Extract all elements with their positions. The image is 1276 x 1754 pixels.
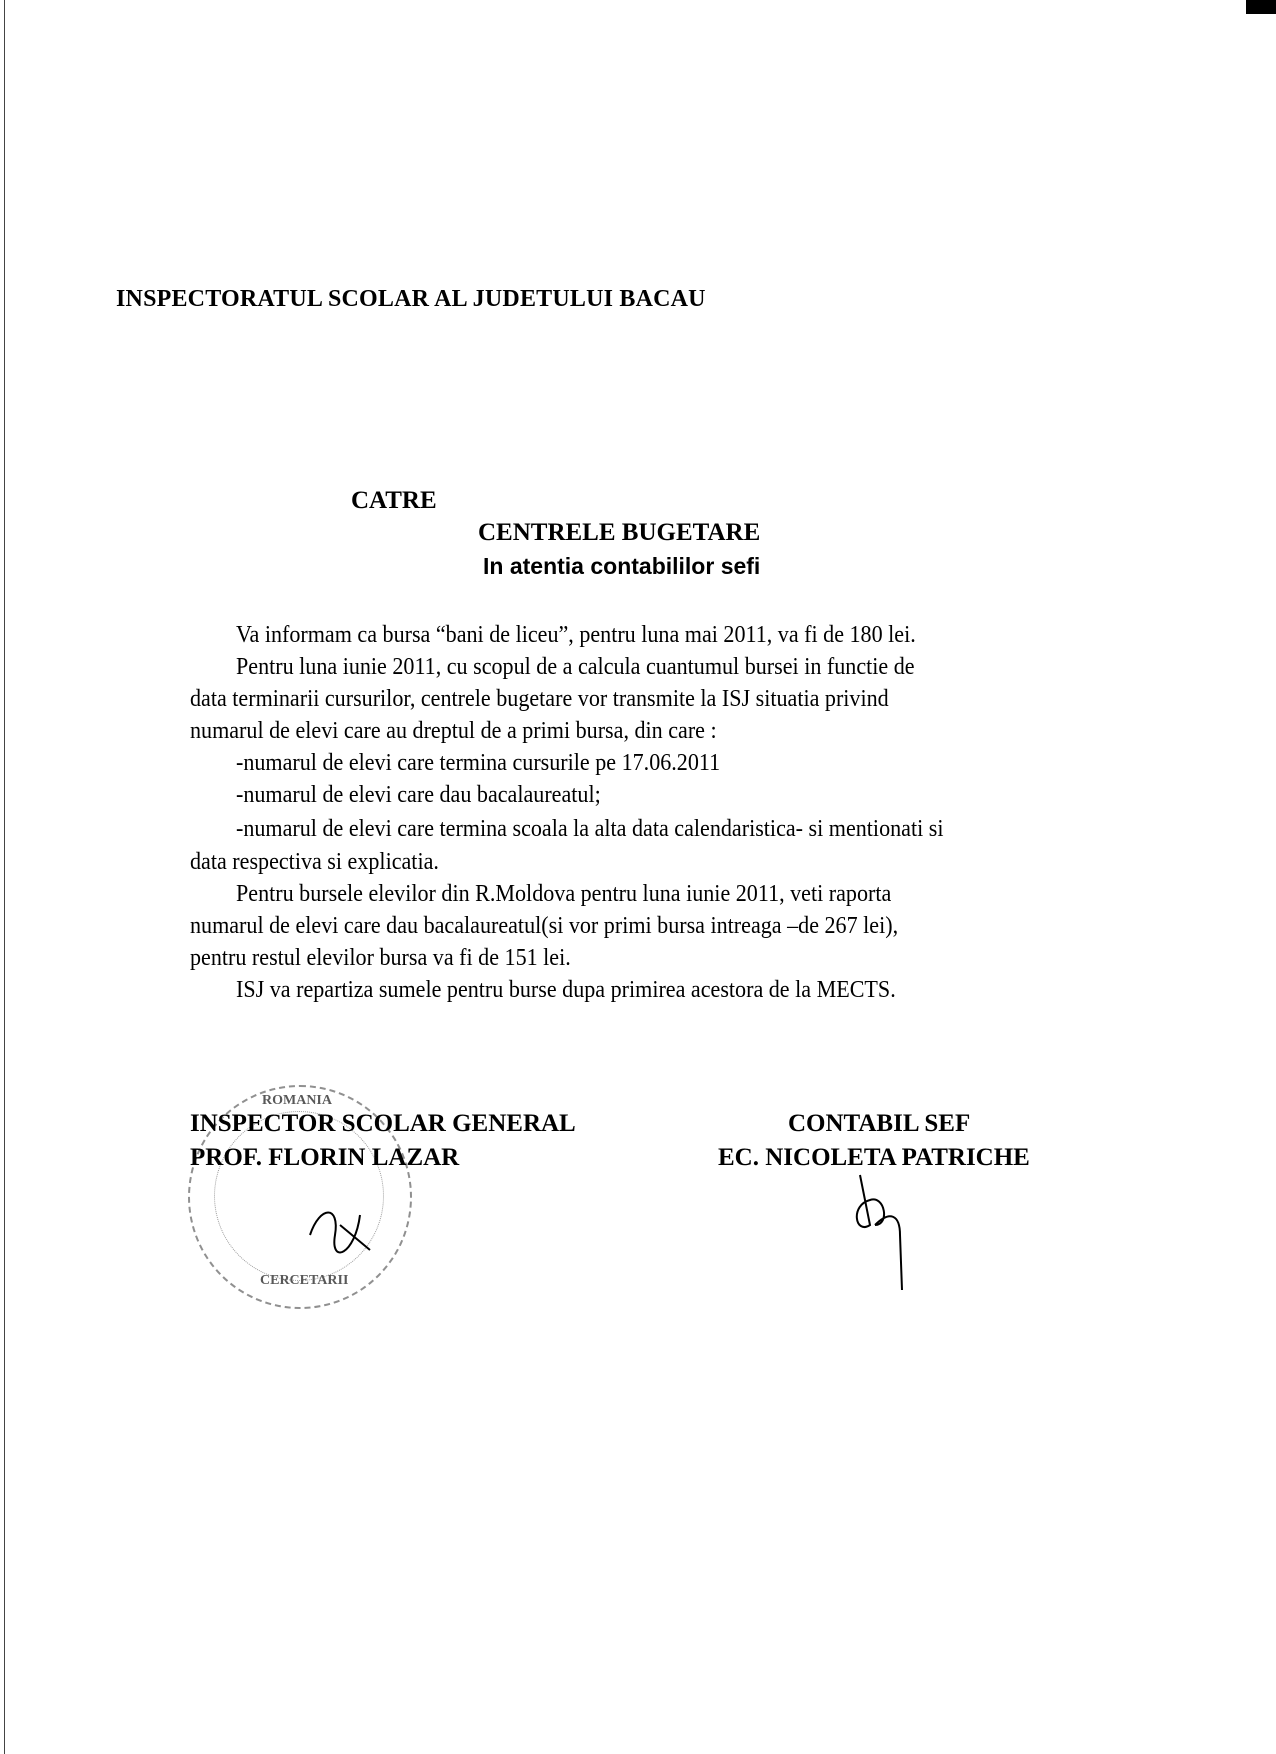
body-line: -numarul de elevi care termina cursurile pe 17.06.2011 (236, 750, 721, 776)
body-line: Pentru bursele elevilor din R.Moldova pentru luna iunie 2011, veti raporta (236, 881, 892, 907)
addressee-to: CATRE (351, 487, 437, 514)
left-handwritten-signature (300, 1195, 380, 1265)
scan-artifact (1246, 0, 1276, 14)
stamp-bottom-text: CERCETARII (260, 1273, 349, 1288)
body-line: data respectiva si explicatia. (190, 849, 439, 875)
left-signature-title: INSPECTOR SCOLAR GENERAL (190, 1110, 576, 1137)
body-line: numarul de elevi care dau bacalaureatul(si vor primi bursa intreaga –de 267 lei), (190, 913, 899, 939)
institution-header: INSPECTORATUL SCOLAR AL JUDETULUI BACAU (116, 286, 706, 312)
body-line: Pentru luna iunie 2011, cu scopul de a calcula cuantumul bursei in functie de (236, 654, 915, 680)
body-line: data terminarii cursurilor, centrele bugetare vor transmite la ISJ situatia privind (190, 686, 889, 712)
left-signature-name: PROF. FLORIN LAZAR (190, 1144, 460, 1171)
body-line: ISJ va repartiza sumele pentru burse dupa primirea acestora de la MECTS. (236, 977, 896, 1003)
body-line: numarul de elevi care au dreptul de a primi bursa, din care : (190, 718, 717, 744)
body-line: Va informam ca bursa “bani de liceu”, pentru luna mai 2011, va fi de 180 lei. (236, 622, 916, 648)
body-line: -numarul de elevi care dau bacalaureatul; (236, 782, 601, 808)
right-signature-title: CONTABIL SEF (788, 1110, 971, 1137)
right-signature-name: EC. NICOLETA PATRICHE (718, 1144, 1030, 1171)
right-handwritten-signature (845, 1165, 915, 1295)
stamp-top-text: ROMANIA (262, 1093, 332, 1108)
addressee-attention: In atentia contabililor sefi (483, 553, 761, 579)
addressee-recipient: CENTRELE BUGETARE (478, 519, 761, 546)
body-line: pentru restul elevilor bursa va fi de 151 lei. (190, 945, 571, 971)
body-line: -numarul de elevi care termina scoala la alta data calendaristica- si mentionati si (236, 816, 944, 842)
scan-border (4, 0, 5, 1754)
